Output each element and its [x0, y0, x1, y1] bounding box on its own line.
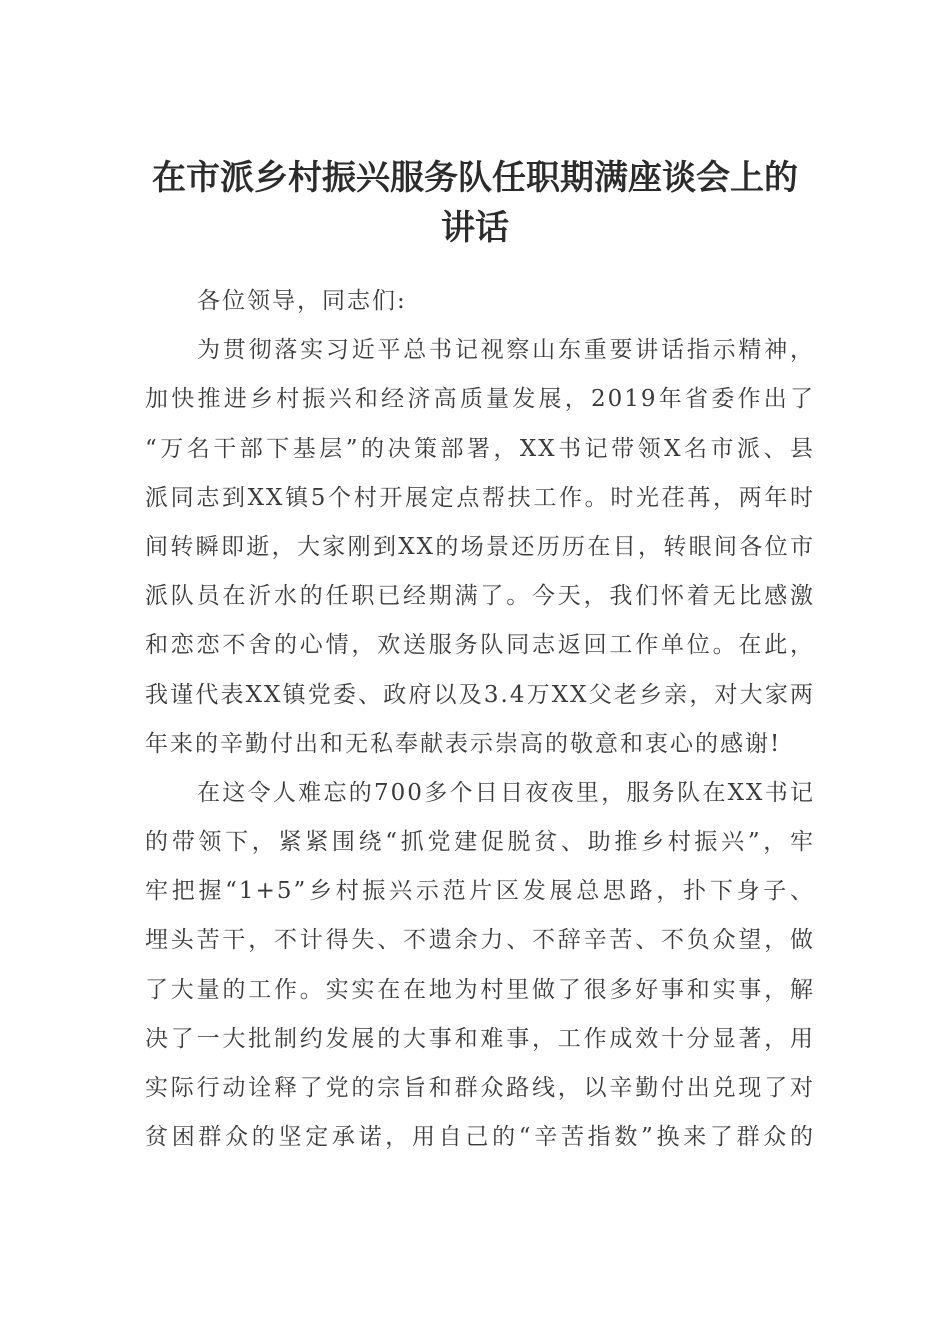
paragraph-line: 派同志到XX镇5个村开展定点帮扶工作。时光荏苒，两年时: [145, 484, 815, 511]
paragraph-line: 埋头苦干，不计得失、不遗余力、不辞辛苦、不负众望，做: [145, 927, 815, 954]
paragraph-line: 牢把握“1+5”乡村振兴示范片区发展总思路，扑下身子、: [145, 878, 815, 905]
paragraph-line: 加快推进乡村振兴和经济高质量发展，2019年省委作出了: [145, 386, 815, 413]
document-title-line-1: 在市派乡村振兴服务队任职期满座谈会上的: [152, 158, 798, 198]
paragraph-line: 贫困群众的坚定承诺，用自己的“辛苦指数”换来了群众的: [145, 1124, 815, 1151]
paragraph-line: 在这令人难忘的700多个日日夜夜里，服务队在XX书记: [197, 779, 815, 806]
paragraph-line: 派队员在沂水的任职已经期满了。今天，我们怀着无比感激: [145, 583, 815, 610]
paragraph-line: 间转瞬即逝，大家刚到XX的场景还历历在目，转眼间各位市: [145, 533, 815, 560]
paragraph-line: 我谨代表XX镇党委、政府以及3.4万XX父老乡亲，对大家两: [145, 681, 815, 708]
paragraph-1: [145, 326, 815, 769]
paragraph-line: 决了一大批制约发展的大事和难事，工作成效十分显著，用: [145, 1025, 815, 1052]
paragraph-line: “万名干部下基层”的决策部署，XX书记带领X名市派、县: [145, 435, 815, 462]
document-title-line-2: 讲话: [441, 208, 509, 248]
document-body: [145, 277, 815, 1162]
paragraph-line: 为贯彻落实习近平总书记视察山东重要讲话指示精神，: [197, 337, 815, 364]
paragraph-line: 了大量的工作。实实在在地为村里做了很多好事和实事，解: [145, 976, 815, 1003]
paragraph-line: 的带领下，紧紧围绕“抓党建促脱贫、助推乡村振兴”，牢: [145, 829, 815, 856]
paragraph-line: 实际行动诠释了党的宗旨和群众路线，以辛勤付出兑现了对: [145, 1075, 815, 1101]
paragraph-line: 和恋恋不舍的心情，欢送服务队同志返回工作单位。在此，: [145, 632, 815, 659]
paragraph-2: [145, 769, 815, 1163]
greeting: 各位领导，同志们:: [197, 288, 407, 314]
paragraph-line: 年来的辛勤付出和无私奉献表示崇高的敬意和衷心的感谢!: [145, 730, 782, 757]
